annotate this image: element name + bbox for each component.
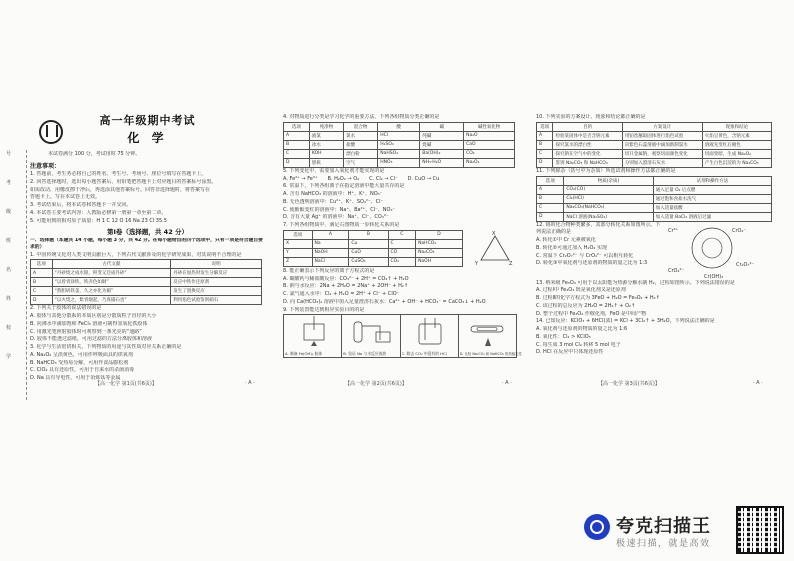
app-slogan: 极速扫描，就是高效: [616, 539, 711, 549]
species-label: CrO₂⁻: [732, 227, 747, 234]
table-row: [284, 239, 463, 248]
table-cell: Cl₂(HCl): [564, 194, 653, 203]
option-line: C. Cl₂ → Cl⁻: [369, 175, 398, 182]
note-line: 2. 回答选择题时，选出每小题答案后，用铅笔把答题卡上对应题目的答案标号涂黑。: [30, 178, 217, 185]
table-cell: 检验某固体中是否含钠元素: [553, 131, 622, 140]
table-row: [284, 140, 515, 149]
option-line: B. 钠与水反应：2Na + 2H₂O = 2Na⁺ + 2OH⁻ + H₂↑: [283, 283, 409, 290]
table-cell: 胆矾: [309, 158, 343, 167]
page-footer: 【高一化学 第3页(共6页)】: [598, 381, 660, 387]
table-cell: 烧碱: [420, 140, 464, 149]
note-line: 1. 答题前，考生务必将自己的姓名、考生号、考场号、座位号填写在答题卡上。: [30, 171, 207, 178]
table-header: C: [388, 230, 416, 239]
q10-table: [536, 122, 772, 168]
species-label: CrO₄²⁻: [668, 267, 685, 274]
option-line: D. 转化③中氧化剂与还原剂的物质的量之比为 1:3: [536, 260, 648, 267]
table-header: 选项: [537, 122, 553, 131]
table-header: 目的: [553, 122, 622, 131]
option-line: C. 使酚酞变红的溶液中：Na⁺、Ba²⁺、Cl⁻、NO₃⁻: [283, 206, 396, 213]
apparatus-b: [342, 315, 400, 357]
page-column-1: [30, 112, 265, 383]
table-cell: Na: [312, 239, 349, 248]
table-cell: 反应中铁作还原剂: [171, 278, 262, 287]
exam-subject: 化 学: [127, 131, 168, 145]
table-cell: C: [537, 149, 553, 158]
table-cell: A: [284, 131, 310, 140]
qr-code-icon[interactable]: [736, 506, 784, 554]
q1-table: [30, 259, 262, 305]
option-line: B. 向沸水中滴加饱和 FeCl₃ 溶液可制得氢氧化铁胶体: [30, 320, 148, 327]
table-header: 选项: [31, 260, 53, 269]
table-header-row: [31, 260, 262, 269]
table-cell: 鉴别 Na₂CO₃ 和 NaHCO₃: [553, 158, 622, 167]
table-header: 方案设计: [622, 122, 702, 131]
table-cell: NH₃·H₂O: [420, 158, 464, 167]
table-header: 现象和结论: [702, 122, 771, 131]
option-line: C. ClO₂ 具有还原性，可用于自来水的杀菌消毒: [30, 367, 135, 374]
sidebar-label: 校: [6, 325, 12, 331]
table-cell: 发生了置换反应: [171, 287, 262, 296]
table-cell: 用铂丝蘸取固体进行焰色试验: [622, 131, 702, 140]
sidebar-label: 姓: [6, 296, 12, 302]
option-line: C. 常温下 Cr₂O₇²⁻ 与 CrO₄²⁻ 可以相互转化: [536, 252, 634, 259]
question-stem: 1. 中国传统文化对人类文明贡献巨大，下列古代文献涉及的化学研究成果，对其说明不合理的是: [30, 251, 242, 258]
sidebar-label: 班: [6, 238, 12, 244]
question-stem: 7. 下列各组物质中，满足右图物质一步转化关系的是: [283, 222, 400, 228]
table-cell: A: [31, 269, 53, 278]
table-cell: D: [537, 212, 564, 221]
exam-title: 高一年级期中考试: [99, 114, 196, 127]
table-header: A: [312, 230, 349, 239]
option-line: D. Na 具有导电性，可用于冶炼钛等金属: [30, 375, 121, 382]
table-header: 选项: [537, 176, 564, 185]
table-cell: CaO: [464, 140, 515, 149]
table-header: 纯净物: [309, 122, 343, 131]
table-cell: A: [537, 185, 564, 194]
table-cell: A: [537, 131, 553, 140]
question-stem: 13. 纳米级 Fe₃O₄ 可用于以太阳能为热源分解水制 H₂，过程如图所示。下列说法错误的是: [536, 279, 735, 286]
section-title: 第Ⅰ卷（选择题，共 42 分）: [107, 228, 188, 237]
table-row: [31, 287, 262, 296]
question-stem: 5. 下列变化中，需要加入氧化剂才能实现的是: [283, 167, 385, 174]
option-line: B. NaHCO₃ 受热易分解，可用作食品膨松剂: [30, 359, 129, 366]
table-cell: NaHCO₃: [416, 239, 463, 248]
table-cell: CuO: [349, 248, 388, 257]
option-line: A. 胶体与其他分散系的本质区别是分散质粒子直径的大小: [30, 313, 157, 320]
option-line: A. 碳酸钙与稀盐酸反应：CO₃²⁻ + 2H⁺ = CO₂↑ + H₂O: [283, 275, 409, 282]
table-row: [537, 212, 772, 221]
table-cell: CO₂(CO): [564, 185, 653, 194]
option-line: B. 无色透明溶液中：Cu²⁺、K⁺、SO₄²⁻、Cl⁻: [283, 198, 384, 205]
question-stem: 11. 下列除杂（括号中为杂质）所选试剂和操作方法都正确的是: [536, 167, 676, 174]
table-cell: HNO₃: [378, 158, 420, 167]
page-column-3: [536, 114, 772, 357]
question-stem: 8. 能正确表示下列反应的离子方程式的是: [283, 267, 375, 274]
table-cell: B: [537, 140, 553, 149]
table-header-row: [284, 230, 463, 239]
table-cell: 产生白色沉淀的为 Na₂CO₃: [702, 158, 771, 167]
option-line: A. 转化①中 Cr 元素被氧化: [536, 237, 596, 243]
table-cell: 通入足量 O₂ 后点燃: [653, 185, 771, 194]
table-cell: 利用焰色试验鉴别硝石: [171, 296, 262, 305]
table-header-row: [537, 122, 772, 131]
question-stem: 4. 对物质进行分类是学习化学的重要方法，下列各组物质分类正确的是: [283, 114, 440, 120]
table-cell: 通过饱和食盐水洗气: [653, 194, 771, 203]
table-cell: 冰水: [309, 140, 343, 149]
section-instruction: 一、选择题（本题共 14 小题，每小题 3 分，共 42 分。在每小题给出的四个选项中，只有一项是符合题目要求的）: [30, 238, 263, 250]
option-line: C. 氯气通入水中：Cl₂ + H₂O = 2H⁺ + Cl⁻ + ClO⁻: [283, 291, 400, 297]
table-cell: Na₂O: [464, 131, 515, 140]
option-line: A. Na₂O₂ 呈淡黄色，可用作呼吸面具的供氧剂: [30, 351, 133, 358]
sidebar-label: 级: [6, 209, 12, 215]
table-row: [284, 257, 463, 266]
table-cell: 切面变暗，生成 Na₂O₂: [702, 149, 771, 158]
table-row: [31, 278, 262, 287]
table-cell: 探究氯水的漂白性: [553, 140, 622, 149]
table-header: 碱: [420, 122, 464, 131]
table-cell: D: [537, 158, 553, 167]
sidebar-label: 名: [6, 267, 12, 273]
apparatus-caption: C. 除去 CO₂ 中混有的 HCl: [401, 351, 447, 357]
q4-table: [283, 122, 515, 168]
table-header: 酸: [378, 122, 420, 131]
species-label: Cr³⁺: [668, 227, 679, 234]
table-cell: 分别加入澄清石灰水: [622, 158, 702, 167]
table-cell: “以火烧之，紫青烟起，乃真硝石也”: [52, 296, 171, 305]
table-cell: C: [537, 203, 564, 212]
table-header: 说明: [171, 260, 262, 269]
q7-block: [283, 230, 518, 268]
test-tube-icon: [344, 316, 400, 348]
cycle-circle: [692, 228, 732, 268]
triangle-label: X: [492, 230, 496, 237]
table-row: [31, 296, 262, 305]
species-label: Cr(OH)₃: [704, 273, 724, 280]
page-marker: · A ·: [753, 380, 763, 386]
table-cell: NaCl: [312, 257, 349, 266]
table-header: 选项: [284, 230, 313, 239]
note-line: 3. 考试结束后，将本试卷和答题卡一并交回。: [30, 202, 132, 209]
table-row: [284, 131, 515, 140]
note-line: 如需改动，用橡皮擦干净后，再选涂其他答案标号。回答非选择题时，将答案写在: [30, 186, 211, 193]
table-cell: HCl: [378, 131, 420, 140]
table-cell: 氯水: [344, 131, 378, 140]
table-cell: “熬胆矾铁釜，久之亦化为铜”: [52, 287, 171, 296]
triangle-label: Y: [475, 260, 479, 266]
table-header: 混合物: [344, 122, 378, 131]
table-row: [284, 248, 463, 257]
apparatus-caption: A. 制备 Fe(OH)₃ 胶体: [285, 351, 323, 357]
table-cell: X: [284, 239, 313, 248]
table-cell: NaCl 溶液(Na₂SO₄): [564, 212, 653, 221]
option-line: C. 用激光笔照射胶体时可观察到一条光亮的“通路”: [30, 328, 142, 335]
table-row: [537, 194, 772, 203]
question-stem: 6. 常温下，下列各组离子在指定溶液中能大量共存的是: [283, 183, 405, 190]
table-header: 古代文献: [52, 260, 171, 269]
table-cell: Cu: [349, 239, 388, 248]
chromium-conversion-diagram: [666, 222, 772, 280]
question-stem: 12. 铬的化合物种类繁多，其部分转化关系如图所示。下列说法正确的是: [536, 221, 661, 236]
table-row: [284, 149, 515, 158]
species-label: Cr₂O₇²⁻: [736, 261, 755, 268]
apparatus-c: [401, 315, 459, 357]
gas-washing-bottle-icon: [403, 316, 459, 348]
table-cell: CO: [388, 248, 416, 257]
table-cell: C: [284, 149, 310, 158]
table-cell: KOH: [309, 149, 343, 158]
table-cell: C: [388, 239, 416, 248]
table-cell: 丹砂在加热时发生分解反应: [171, 269, 262, 278]
binding-sidebar: [2, 150, 27, 400]
option-line: B. 过程Ⅱ的化学方程式为 3FeO + H₂O = Fe₃O₄ + H₂↑: [536, 295, 660, 301]
table-header: 试剂和操作方法: [653, 176, 771, 185]
table-cell: NaOH: [312, 248, 349, 257]
table-cell: 漂白粉: [344, 149, 378, 158]
option-line: A. 过程Ⅰ中 Fe₃O₄ 既是氧化剂又是还原剂: [536, 287, 626, 294]
table-cell: Na₂CO₃: [416, 248, 463, 257]
page-footer: 【高一化学 第2页(共6页)】: [345, 381, 407, 387]
page-marker: · A ·: [502, 380, 512, 386]
triangle-shape: [481, 236, 509, 260]
option-line: D. 整个过程中 Fe₃O₄ 作催化剂，FeO 是中间产物: [536, 310, 647, 317]
option-line: D. 含有大量 Ag⁺ 的溶液中：Na⁺、Cl⁻、CO₃²⁻: [283, 214, 389, 221]
table-cell: C: [31, 287, 53, 296]
notes-heading: 注意事项：: [30, 162, 61, 170]
conversion-triangle-diagram: [475, 230, 515, 266]
table-cell: Ba(OH)₂: [420, 149, 464, 158]
table-header-row: [284, 122, 515, 131]
table-cell: CO₂: [464, 149, 515, 158]
table-cell: 盐酸: [344, 140, 378, 149]
table-cell: NaOH: [416, 257, 463, 266]
table-row: [537, 140, 772, 149]
table-header: B: [349, 230, 388, 239]
question-stem: 3. 化学与生活密切相关，下列物质的用途与其性质对应关系正确的是: [30, 344, 182, 351]
table-cell: 溶液先变红后褪色: [702, 140, 771, 149]
table-cell: 向紫色石蕊溶液中滴加新制氯水: [622, 140, 702, 149]
page-column-2: [283, 114, 522, 358]
q9-apparatus-row: [283, 314, 522, 358]
note-line: 答题卡上。写在本试卷上无效。: [30, 194, 101, 201]
option-line: C. 每生成 3 mol Cl₂ 转移 5 mol 电子: [536, 341, 621, 348]
table-row: [284, 158, 515, 167]
table-row: [537, 158, 772, 167]
table-cell: Na₂O₂: [464, 158, 515, 167]
note-line: 5. 可能用到的相对原子质量：H 1 C 12 O 16 Na 23 Cl 35.5: [30, 217, 167, 224]
table-header-row: [537, 176, 772, 185]
scanner-watermark: [584, 500, 794, 560]
table-cell: B: [31, 278, 53, 287]
table-header: 选项: [284, 122, 310, 131]
option-line: C. 该过程的总反应为 2H₂O = 2H₂↑ + O₂↑: [536, 302, 636, 309]
option-line: D. 胶体不能透过滤纸，可用过滤的方法分离胶体和溶液: [30, 336, 153, 343]
option-line: B. 转化②可通过加入 H₂O₂ 实现: [536, 244, 607, 251]
option-line: D. CuO → Cu: [407, 175, 440, 182]
question-stem: 10. 下列实验的方案设计、现象和结论都正确的是: [536, 114, 646, 120]
heating-tubes-icon: [461, 316, 517, 348]
table-cell: Na₂CO₃(NaHCO₃): [564, 203, 653, 212]
table-cell: NaHSO₄: [378, 149, 420, 158]
table-cell: 液氯: [309, 131, 343, 140]
inner-circle: [702, 238, 722, 258]
apparatus-d: [459, 315, 522, 357]
table-cell: D: [31, 296, 53, 305]
q11-table: [536, 176, 772, 222]
option-line: A. Fe²⁺ → Fe³⁺: [283, 175, 318, 182]
app-name: 夸克扫描王: [616, 516, 711, 537]
table-header: D: [416, 230, 463, 239]
table-cell: Y: [284, 248, 313, 257]
table-cell: 纯碱: [420, 131, 464, 140]
q7-table: [283, 230, 463, 267]
option-line: D. HCl 在反应中只体现还原性: [536, 349, 604, 356]
question-stem: 14. 已知反应：KClO₃ + 6HCl(浓) = KCl + 3Cl₂↑ + 3H₂O，下列说法正确的是: [536, 318, 715, 325]
table-cell: H₂SO₄: [378, 140, 420, 149]
q5-options: [283, 176, 518, 184]
exam-meta: 本试卷满分 100 分，考试用时 75 分钟。: [48, 151, 141, 157]
option-line: A. 氧化剂与还原剂的物质的量之比为 1:6: [536, 326, 628, 332]
table-row: [537, 131, 772, 140]
table-cell: CuSO₄: [349, 257, 388, 266]
option-line: B. 氧化性：Cl₂ > KClO₃: [536, 333, 591, 340]
apparatus-caption: D. 比较 Na₂CO₃ 和 NaHCO₃ 的热稳定性: [459, 351, 522, 356]
option-line: A. 含有 NaHCO₃ 的溶液中：H⁺、K⁺、NO₃⁻: [283, 191, 383, 197]
note-line: 4. 本试卷主要考试内容：人教版必修第一册第一章至第二章。: [30, 209, 167, 216]
table-cell: 加入适量 BaCl₂ 溶液后过滤: [653, 212, 771, 221]
table-cell: B: [537, 194, 564, 203]
table-header: 碱性氧化物: [464, 122, 515, 131]
quark-logo-icon: [584, 514, 610, 540]
table-cell: D: [284, 158, 310, 167]
apparatus-caption: B. 验证 Na 与水反应放热: [343, 351, 387, 357]
table-cell: “以曾青涂铁，铁赤色如铜”: [52, 278, 171, 287]
table-cell: CO₂: [388, 257, 416, 266]
table-cell: 空气: [344, 158, 378, 167]
table-cell: 加入适量盐酸: [653, 203, 771, 212]
sidebar-label: 考: [6, 180, 12, 186]
option-line: B. H₂O₂ → O₂: [327, 175, 360, 182]
table-header: 物质(杂质): [564, 176, 653, 185]
table-row: [537, 185, 772, 194]
option-line: D. 向 Ca(HCO₃)₂ 溶液中加入足量澄清石灰水：Ca²⁺ + OH⁻ + HCO₃⁻ = CaCO₃↓ + H₂O: [283, 298, 486, 305]
page-footer: 【高一化学 第1页(共6页)】: [95, 381, 157, 387]
table-row: [537, 149, 772, 158]
table-cell: “丹砂烧之成水银，积变又还成丹砂”: [52, 269, 171, 278]
table-cell: B: [284, 140, 310, 149]
table-row: [537, 203, 772, 212]
table-cell: 切开金属钠，观察切面颜色变化: [622, 149, 702, 158]
apparatus-a: [284, 315, 342, 357]
sidebar-label: 学: [6, 354, 12, 360]
triangle-label: Z: [509, 260, 513, 266]
table-cell: 火焰呈黄色，含钠元素: [702, 131, 771, 140]
beaker-flame-icon: [286, 316, 342, 348]
page-marker: · A ·: [245, 380, 255, 386]
question-stem: 9. 下列装置能达到相应实验目的的是: [283, 306, 365, 313]
sidebar-label: 号: [6, 151, 12, 157]
table-cell: 探究钠在空气中的变化: [553, 149, 622, 158]
table-cell: Z: [284, 257, 313, 266]
q12-block: [536, 222, 772, 280]
question-stem: 2. 下列关于胶体的说法错误的是: [30, 305, 102, 312]
table-row: [31, 269, 262, 278]
